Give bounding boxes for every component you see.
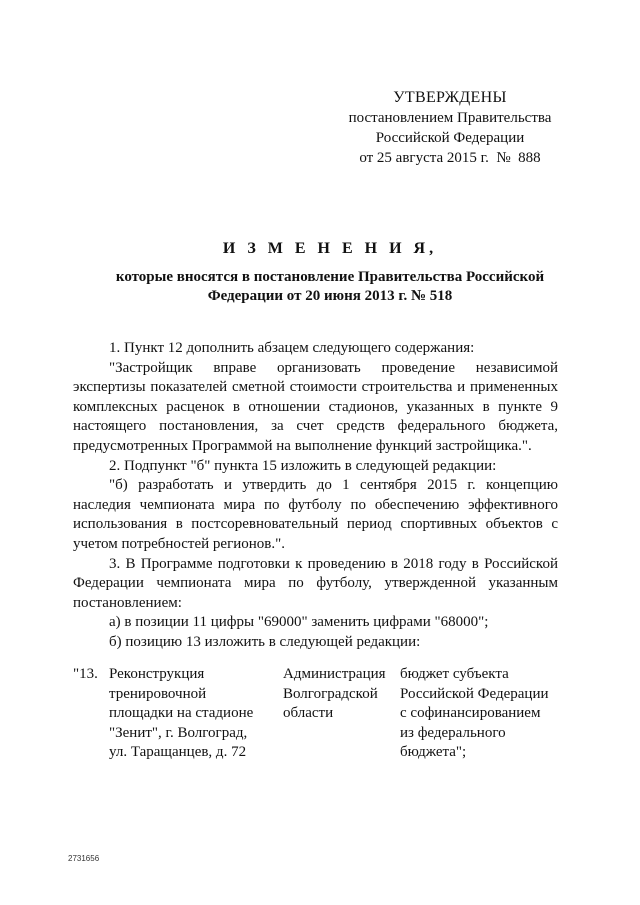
document-subtitle — [80, 268, 580, 306]
document-heading — [80, 238, 580, 306]
document-title: И З М Е Н Е Н И Я, — [222, 240, 438, 257]
cell-line: из федерального — [400, 724, 506, 741]
document-body — [73, 339, 558, 653]
paragraph: "Застройщик вправе организовать проведение независимой экспертизы показателей сметной стоимости строительства и примененных комплексных расценок в отношении стадионов, указанных в пункте 9 настоящего постановления, за счет средств федерального бюджета, предусмотренных Программой на выполнение функций застройщика.". — [73, 359, 558, 454]
paragraph: а) в позиции 11 цифры "69000" заменить цифрами "68000"; — [109, 614, 489, 631]
paragraph: б) позицию 13 изложить в следующей редакции: — [109, 633, 421, 650]
paragraph: 2. Подпункт "б" пункта 15 изложить в следующей редакции: — [109, 457, 497, 474]
row-number: "13. — [73, 666, 98, 682]
cell-line: площадки на стадионе — [109, 705, 254, 721]
cell-line: Волгоградской — [283, 685, 378, 702]
cell-line: Администрация — [283, 666, 386, 682]
subtitle-line: Федерации от 20 июня 2013 г. № 518 — [207, 288, 453, 304]
cell-line: с софинансированием — [400, 705, 541, 721]
cell-line: бюджет субъекта — [400, 666, 509, 682]
cell-line: тренировочной — [109, 685, 207, 702]
approval-heading: УТВЕРЖДЕНЫ — [393, 89, 507, 106]
cell-line: "Зенит", г. Волгоград, — [109, 724, 248, 741]
cell-line: Реконструкция — [109, 666, 205, 682]
approval-date-number: от 25 августа 2015 г. № 888 — [359, 150, 541, 166]
cell-line: ул. Таращанцев, д. 72 — [109, 744, 247, 760]
cell-line: Российской Федерации — [400, 685, 549, 702]
approval-block — [330, 88, 570, 168]
subtitle-line: которые вносятся в постановление Правительства Российской — [115, 269, 545, 285]
funding-source-cell — [400, 665, 565, 763]
document-code: 2731656 — [68, 854, 100, 863]
cell-line: области — [283, 705, 334, 721]
approval-line: постановлением Правительства — [348, 110, 552, 126]
responsible-cell — [283, 665, 393, 724]
cell-line: бюджета"; — [400, 744, 467, 760]
paragraph: 3. В Программе подготовки к проведению в 2018 году в Российской Федерации чемпионата мира по футболу, утвержденной указанным постановлением: — [73, 555, 558, 611]
approval-line: Российской Федерации — [375, 130, 525, 146]
paragraph: 1. Пункт 12 дополнить абзацем следующего содержания: — [109, 340, 475, 356]
paragraph: "б) разработать и утвердить до 1 сентября 2015 г. концепцию наследия чемпионата мира по футболу по обеспечению эффективного использования в постсоревновательный период спортивных объектов с учетом потребностей регионов.". — [73, 477, 558, 552]
object-cell — [109, 665, 279, 763]
